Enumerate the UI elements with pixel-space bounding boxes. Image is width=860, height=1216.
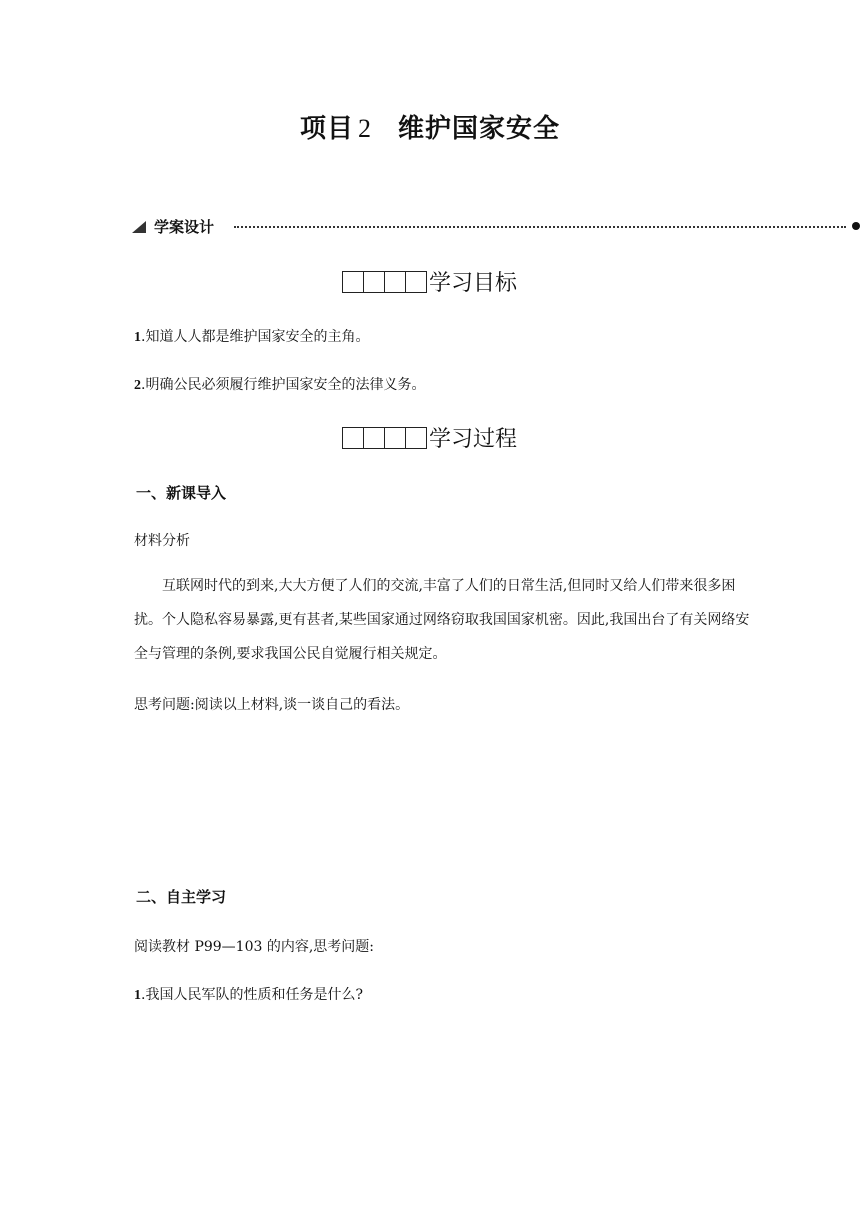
objective-item-2-text: .明确公民必须履行维护国家安全的法律义务。 bbox=[141, 377, 426, 393]
boxes-icon bbox=[343, 269, 427, 294]
part2-heading: 二、自主学习 bbox=[136, 888, 227, 906]
objective-item-2 bbox=[134, 374, 425, 394]
part1-heading: 一、新课导入 bbox=[136, 484, 227, 502]
boxes-icon bbox=[343, 425, 427, 450]
objectives-heading-text: 学习目标 bbox=[428, 271, 517, 296]
process-heading bbox=[0, 422, 860, 453]
objective-item-1-text: .知道人人都是维护国家安全的主角。 bbox=[141, 329, 370, 345]
material-paragraph-text: 互联网时代的到来,大大方便了人们的交流,丰富了人们的日常生活,但同时又给人们带来很多困扰。个人隐私容易暴露,更有甚者,某些国家通过网络窃取我国国家机密。因此,我国出台了有关网络安全与管理的条例,要求我国公民自觉履行相关规定。 bbox=[134, 578, 750, 662]
material-label: 材料分析 bbox=[134, 533, 190, 549]
objectives-heading bbox=[0, 266, 860, 297]
dotted-divider bbox=[234, 226, 846, 228]
title-name: 维护国家安全 bbox=[398, 114, 561, 144]
objective-item-1 bbox=[134, 326, 369, 346]
reading-instruction: 阅读教材 P99—103 的内容,思考问题: bbox=[134, 939, 375, 955]
title-project: 项目 bbox=[299, 114, 354, 144]
banner-label: 学案设计 bbox=[154, 218, 215, 236]
question-item-1 bbox=[134, 984, 363, 1004]
question-item-1-num: 1 bbox=[134, 988, 141, 1003]
title-number: 2 bbox=[358, 114, 372, 143]
section-banner bbox=[132, 216, 860, 238]
question-text-content: 思考问题:阅读以上材料,谈一谈自己的看法。 bbox=[134, 697, 410, 713]
objective-item-1-num: 1 bbox=[134, 330, 141, 345]
question-item-1-text: .我国人民军队的性质和任务是什么? bbox=[141, 987, 363, 1003]
question-text bbox=[134, 694, 409, 714]
page-title bbox=[0, 108, 860, 145]
end-dot-icon bbox=[852, 222, 860, 230]
triangle-icon bbox=[132, 221, 146, 233]
material-paragraph bbox=[134, 569, 754, 671]
objective-item-2-num: 2 bbox=[134, 378, 141, 393]
process-heading-text: 学习过程 bbox=[428, 427, 517, 452]
